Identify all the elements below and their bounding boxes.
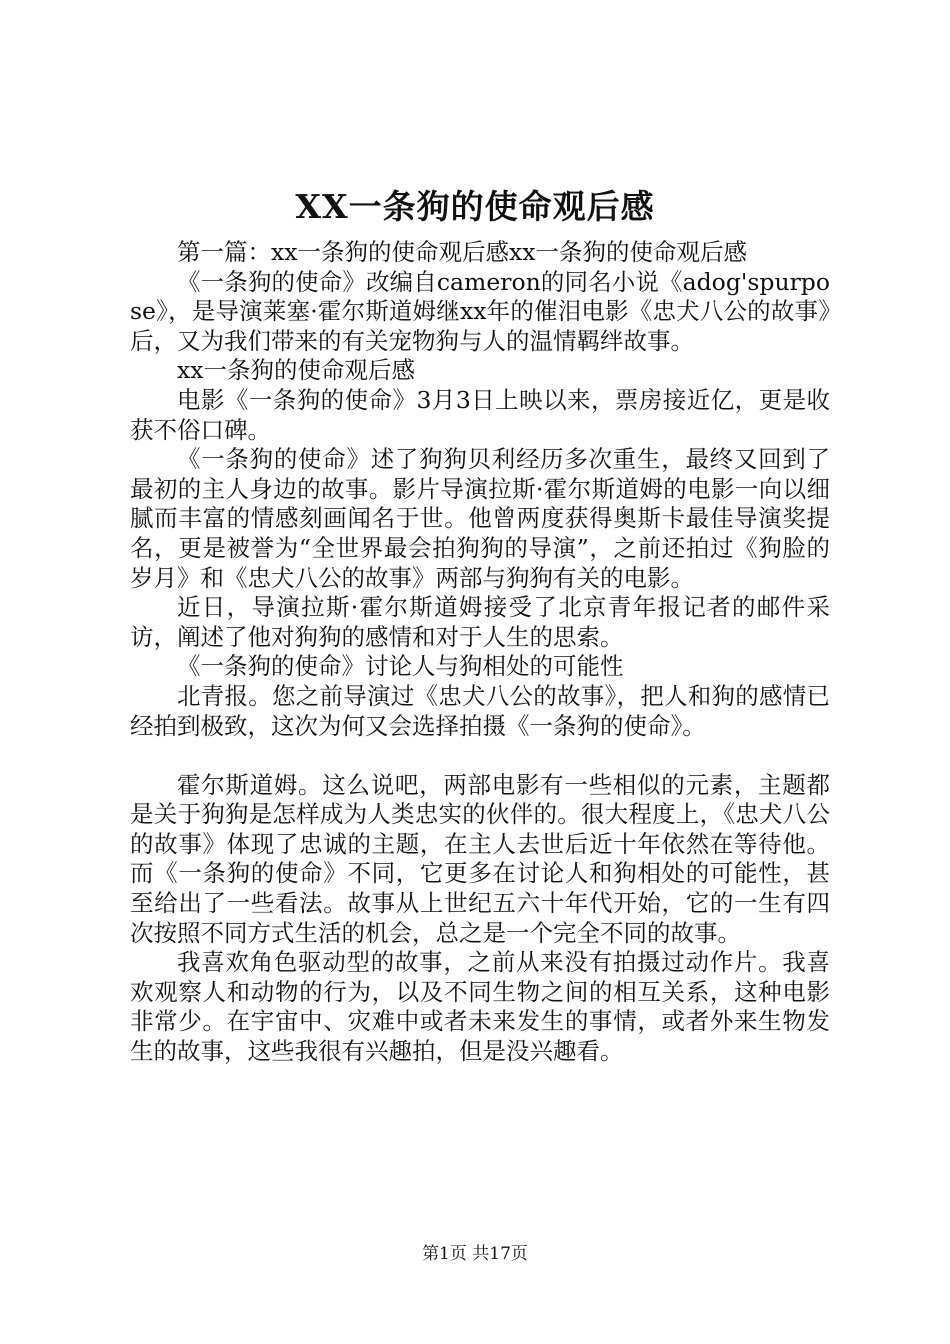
paragraph: 我喜欢角色驱动型的故事，之前从来没有拍摄过动作片。我喜欢观察人和动物的行为，以及不同生物之间的相互关系，这种电影非常少。在宇宙中、灾难中或者未来发生的事情，或者外来生物发生的故事，这些我很有兴趣拍，但是没兴趣看。 [130, 948, 830, 1066]
document-body [130, 238, 830, 1067]
paragraph: 北青报。您之前导演过《忠犬八公的故事》，把人和狗的感情已经拍到极致，这次为何又会选择拍摄《一条狗的使命》。 [130, 681, 830, 740]
paragraph: 《一条狗的使命》改编自cameron的同名小说《adog'spurpose》，是导演莱塞·霍尔斯道姆继xx年的催泪电影《忠犬八公的故事》后，又为我们带来的有关宠物狗与人的温情羁绊故事。 [130, 267, 830, 355]
paragraph: 近日，导演拉斯·霍尔斯道姆接受了北京青年报记者的邮件采访，阐述了他对狗狗的感情和对于人生的思索。 [130, 593, 830, 651]
paragraph: 第一篇：xx一条狗的使命观后感xx一条狗的使命观后感 [177, 238, 748, 266]
paragraph: 《一条狗的使命》述了狗狗贝利经历多次重生，最终又回到了最初的主人身边的故事。影片导演拉斯·霍尔斯道姆的电影一向以细腻而丰富的情感刻画闻名于世。他曾两度获得奥斯卡最佳导演奖提名，更是被誉为“全世界最会拍狗狗的导演”，之前还拍过《狗脸的岁月》和《忠犬八公的故事》两部与狗狗有关的电影。 [130, 445, 830, 592]
paragraph: 《一条狗的使命》讨论人与狗相处的可能性 [177, 652, 624, 681]
page-footer: 第1页 共17页 [422, 1244, 528, 1264]
paragraph: 霍尔斯道姆。这么说吧，两部电影有一些相似的元素，主题都是关于狗狗是怎样成为人类忠实的伙伴的。很大程度上，《忠犬八公的故事》体现了忠诚的主题，在主人去世后近十年依然在等待他。而《一条狗的使命》不同，它更多在讨论人和狗相处的可能性，甚至给出了一些看法。故事从上世纪五六十年代开始，它的一生有四次按照不同方式生活的机会，总之是一个完全不同的故事。 [130, 770, 830, 947]
document-title: XX一条狗的使命观后感 [295, 187, 655, 226]
paragraph: xx一条狗的使命观后感 [177, 356, 416, 385]
paragraph: 电影《一条狗的使命》3月3日上映以来，票房接近亿，更是收获不俗口碑。 [130, 385, 830, 444]
